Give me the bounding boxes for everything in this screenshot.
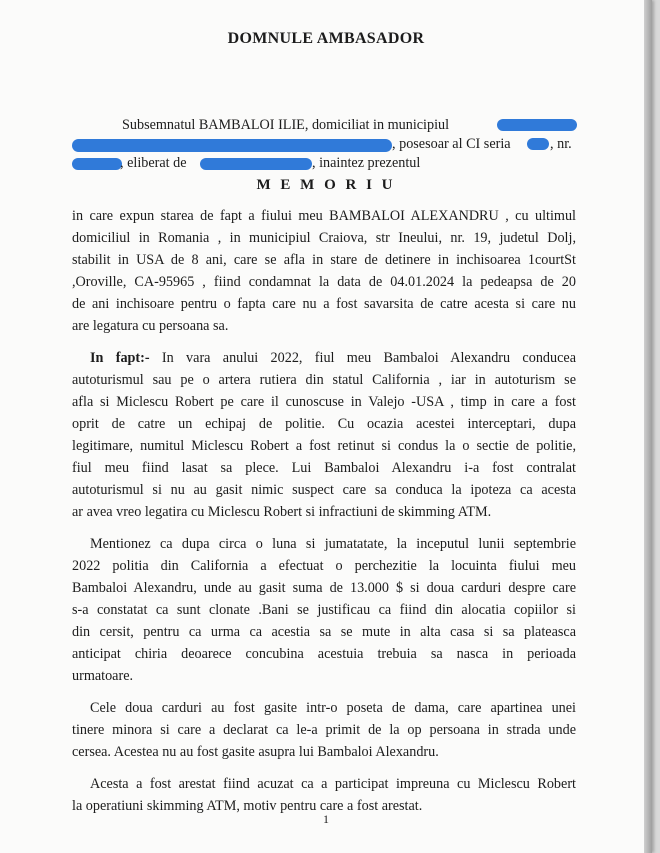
- para3-line: 2022 politia din California a efectuat o perchezitie la locuinta fiului meu: [72, 558, 576, 574]
- para3-line: urmatoare.: [72, 668, 134, 684]
- redaction-mark: [72, 139, 392, 152]
- para1-line: in care expun starea de fapt a fiului meu BAMBALOI ALEXANDRU , cu ultimul: [72, 208, 576, 224]
- page-edge-shadow: [644, 0, 652, 853]
- para2-line: ar avea vreo legatira cu Miclescu Robert si infractiuni de skimming ATM.: [72, 504, 492, 520]
- para2-line: autoturismul si nu au gasit nimic suspect care sa conduca la ipoteza ca acesta: [72, 482, 576, 498]
- para1-line: are legatura cu persoana sa.: [72, 318, 229, 334]
- para4-line: cersea. Acestea nu au fost gasite asupra lui Bambaloi Alexandru.: [72, 744, 439, 760]
- para2-text: In vara anului 2022, fiul meu Bambaloi Alexandru conducea: [149, 350, 576, 366]
- intro-text-nr: , nr.: [550, 136, 572, 152]
- intro-text-1: Subsemnatul BAMBALOI ILIE, domiciliat in municipiul: [122, 117, 450, 133]
- redaction-mark: [497, 119, 577, 131]
- para2-line: legitimare, numitul Miclescu Robert a fost retinut si condus la o sectie de politie,: [72, 438, 576, 454]
- para3-line: din cersit, pentru ca urma ca acestia sa se mute in alta casa si sa plateasca: [72, 624, 576, 640]
- redaction-mark: [72, 158, 122, 170]
- intro-line-2-nr: [550, 134, 572, 154]
- para1-line: ,Oroville, CA-95965 , fiind condamnat la data de 04.01.2024 la pedeapsa de 20: [72, 274, 576, 290]
- intro-line-3a: [120, 153, 187, 173]
- page-number: 1: [323, 812, 329, 826]
- para2-line: afla si Miclescu Robert pe care il cunoscuse in Valejo -USA , timp in care a fost: [72, 394, 576, 410]
- para3-line: anticipat chiria deoarece concubina acestuia trebuia sa nasca in perioada: [72, 646, 576, 662]
- intro-line-3b: [312, 153, 420, 173]
- para4-line: Cele doua carduri au fost gasite intr-o poseta de dama, care apartinea unei: [90, 700, 576, 716]
- para2-line: fiul meu fiind lasat sa plece. Lui Bambaloi Alexandru i-a fost contralat: [72, 460, 576, 476]
- para2-label: In fapt:-: [90, 350, 150, 366]
- para2-line-first: [90, 348, 576, 368]
- para4-line: tinere minora si care a declarat ca le-a primit de la op persoana in strada unde: [72, 722, 576, 738]
- memoriu-title: M E M O R I U: [256, 177, 396, 193]
- document-heading: DOMNULE AMBASADOR: [227, 30, 425, 47]
- intro-line-1: [122, 115, 449, 135]
- redaction-mark: [200, 158, 312, 170]
- intro-text-2: , posesoar al CI seria: [392, 136, 511, 152]
- para2-line: oprit de catre un echipaj de politie. Cu ocazia acestei interceptari, dupa: [72, 416, 576, 432]
- para3-line: Mentionez ca dupa circa o luna si jumatatate, la inceputul lunii septembrie: [90, 536, 576, 552]
- intro-line-2: [392, 134, 511, 154]
- para1-line: stabilit in USA de 8 ani, care se afla in stare de detinere in inchisoarea 1courtSt: [72, 252, 576, 268]
- intro-text-eliberat: , eliberat de: [120, 155, 187, 171]
- para2-line: autoturismul sau pe o artera rutiera din statul California , iar in autoturism se: [72, 372, 576, 388]
- para5-line: la operatiuni skimming ATM, motiv pentru care a fost arestat.: [72, 798, 423, 814]
- redaction-mark: [527, 138, 549, 150]
- para5-line: Acesta a fost arestat fiind acuzat ca a participat impreuna cu Miclescu Robert: [90, 776, 576, 792]
- para1-line: de ani inchisoare pentru o fapta care nu a fost savarsita de catre acesta si care nu: [72, 296, 576, 312]
- para1-line: domiciliul in Romania , in municipiul Craiova, str Ineului, nr. 19, judetul Dolj,: [72, 230, 576, 246]
- intro-text-end: , inaintez prezentul: [312, 155, 421, 171]
- para3-line: Bambaloi Alexandru, unde au gasit suma de 13.000 $ si doua carduri despre care: [72, 580, 576, 596]
- para3-line: s-a constatat ca sunt clonate .Bani se justificau ca fiind din alocatia copiilor si: [72, 602, 576, 618]
